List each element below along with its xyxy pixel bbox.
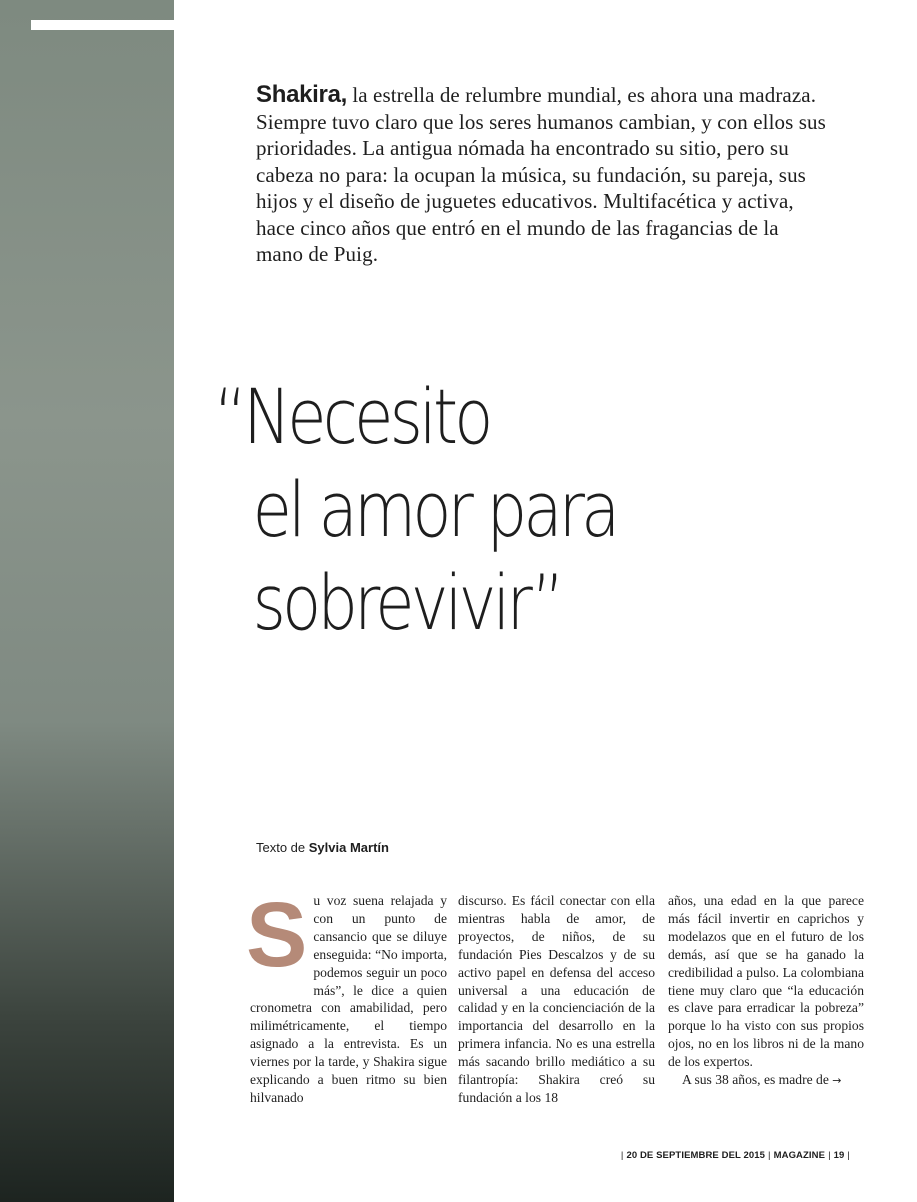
column-1-text: u voz suena relajada y con un punto de cansancio que se diluye enseguida: “No importa, podemos seguir un poco más”, le dice a quien cronometra con amabilidad, pero milimétricamente, el tiempo asignado a la entrevista. Es un viernes por la tarde, y Shakira sigue explicando a buen ritmo su bien hilvanado	[250, 893, 447, 1105]
side-photo-panel	[0, 0, 174, 1202]
intro-text: la estrella de relumbre mundial, es ahora una madraza. Siempre tuvo claro que los seres humanos cambian, y con ellos sus prioridades. La antigua nómada ha encontrado su sitio, pero su cabeza no para: la ocupan la música, su fundación, su pareja, sus hijos y el diseño de juguetes educativos. Multifacética y activa, hace cinco años que entró en el mundo de las fragancias de la mano de Puig.	[256, 83, 826, 266]
article-body	[246, 884, 864, 1142]
intro-paragraph	[256, 82, 826, 268]
column-3-last-line: A sus 38 años, es madre de	[682, 1072, 829, 1088]
headline-line-2: el amor para	[252, 465, 617, 554]
footer-separator: |	[828, 1150, 831, 1161]
headline-line-1: “Necesito	[214, 372, 490, 461]
column-3-continue	[668, 1071, 864, 1090]
author-credit	[256, 840, 389, 855]
column-2-text: discurso. Es fácil conectar con ella mientras habla de amor, de proyectos, de niños, de su fundación Pies Descalzos y de su activo papel en defensa del acceso universal a una educación de calidad y en la concienciación de la importancia del desarrollo en la primera infancia. No es una estrella más sacando brillo mediático a su filantropía: Shakira creó su fundación a los 18	[458, 893, 655, 1105]
headline-line-3: sobrevivir”	[252, 558, 562, 647]
body-column-1	[246, 884, 447, 1107]
footer-section: MAGAZINE	[773, 1150, 826, 1161]
headline-quote	[214, 370, 617, 649]
credit-author: Sylvia Martín	[308, 840, 389, 855]
page-number: 19	[833, 1150, 845, 1161]
continue-arrow-icon: →	[832, 1074, 842, 1088]
drop-cap: S	[246, 884, 308, 986]
column-3-text: años, una edad en la que parece más fácil invertir en caprichos y modelazos que en el futuro de los demás, así que se ha ganado la credibilidad a pulso. La colombiana tiene muy claro que “la educación es clave para erradicar la pobreza” porque lo ha visto con sus propios ojos, no en los libros ni de la mano de los expertos.	[668, 893, 864, 1070]
credit-prefix: Texto de	[256, 840, 309, 855]
body-column-2	[458, 892, 655, 1107]
footer-separator: |	[847, 1150, 850, 1161]
body-column-3	[668, 892, 864, 1090]
page-footer	[618, 1150, 853, 1161]
footer-date: 20 DE SEPTIEMBRE DEL 2015	[626, 1150, 766, 1161]
intro-lead: Shakira,	[256, 81, 347, 108]
side-accent-bar	[31, 20, 174, 30]
footer-separator: |	[768, 1150, 771, 1161]
footer-separator: |	[620, 1150, 624, 1161]
